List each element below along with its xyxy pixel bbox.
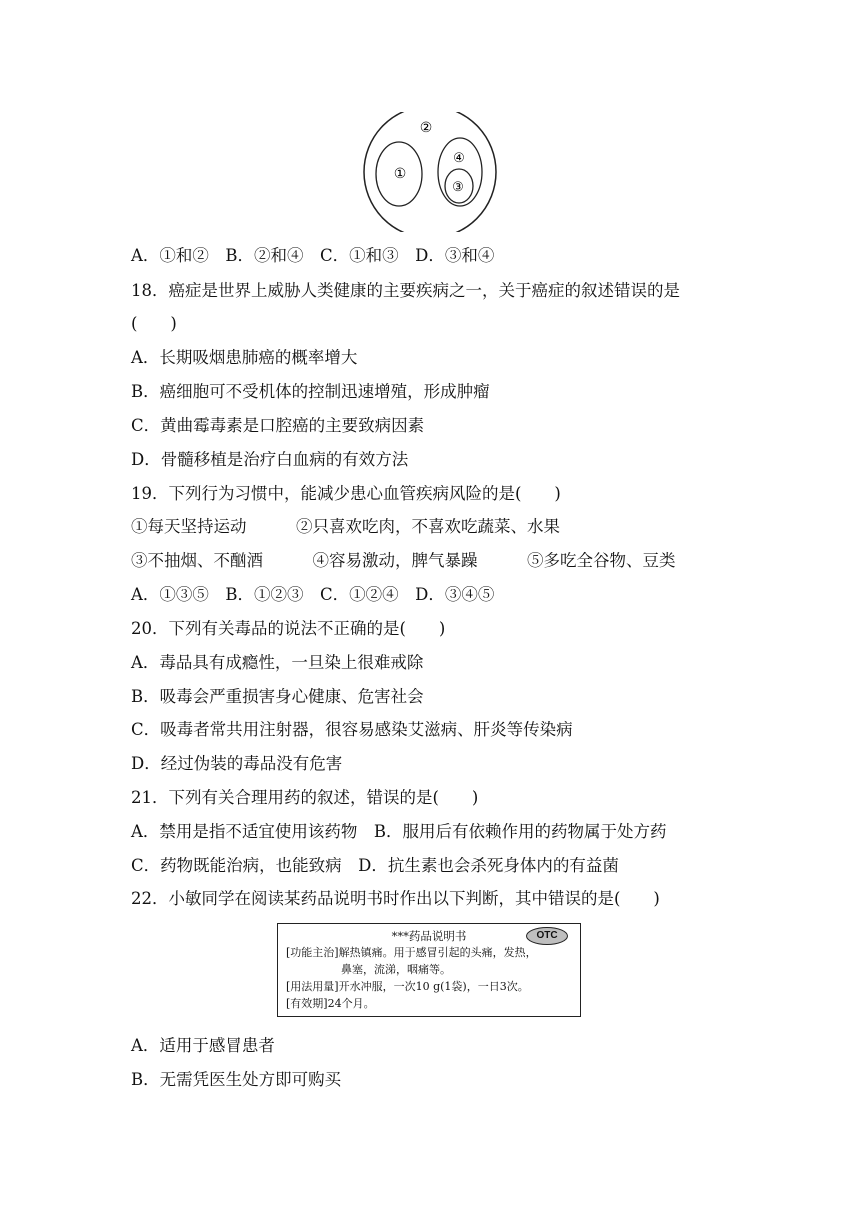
q21-options-line2: C．药物既能治病，也能致病 D．抗生素也会杀死身体内的有益菌 [131,856,619,875]
venn-label-2: ② [419,120,433,136]
q21-options-line1: A．禁用是指不适宜使用该药物 B．服用后有依赖作用的药物属于处方药 [131,822,667,841]
q18-option-b: B．癌细胞可不受机体的控制迅速增殖，形成肿瘤 [131,382,490,401]
q20-option-a: A．毒品具有成瘾性，一旦染上很难戒除 [131,653,424,672]
venn-label-1: ① [393,166,407,182]
medicine-label-title: ***药品说明书 [391,929,467,943]
q18-option-d: D．骨髓移植是治疗白血病的有效方法 [131,450,409,469]
q22-option-a: A．适用于感冒患者 [131,1036,275,1055]
q18-bracket: ( ) [131,314,177,333]
venn-label-3: ③ [452,180,464,195]
q18-stem: 18．癌症是世界上威胁人类健康的主要疾病之一，关于癌症的叙述错误的是 [131,281,680,300]
otc-badge: OTC [526,927,568,945]
venn-label-4: ④ [453,151,465,166]
q19-options: A．①③⑤ B．①②③ C．①②④ D．③④⑤ [131,585,495,604]
q22-option-b: B．无需凭医生处方即可购买 [131,1070,342,1089]
label-line-dosage: [用法用量]开水冲服，一次10 g(1袋)，一日3次。 [286,980,529,993]
q19-stem: 19．下列行为习惯中，能减少患心血管疾病风险的是( ) [131,484,561,503]
medicine-label [277,923,581,1017]
right-ellipse [438,138,482,206]
q18-option-a: A．长期吸烟患肺癌的概率增大 [131,348,358,367]
q20-option-b: B．吸毒会严重损害身心健康、危害社会 [131,687,424,706]
q19-items-line1: ①每天坚持运动 ②只喜欢吃肉，不喜欢吃蔬菜、水果 [131,517,560,536]
label-line-expiry: [有效期]24个月。 [286,997,375,1010]
q22-stem: 22．小敏同学在阅读某药品说明书时作出以下判断，其中错误的是( ) [131,889,660,908]
q19-items-line2: ③不抽烟、不酗酒 ④容易激动，脾气暴躁 ⑤多吃全谷物、豆类 [131,551,676,570]
q18-option-c: C．黄曲霉毒素是口腔癌的主要致病因素 [131,416,425,435]
q21-stem: 21．下列有关合理用药的叙述，错误的是( ) [131,788,479,807]
label-line-function: [功能主治]解热镇痛。用于感冒引起的头痛，发热， [286,946,537,959]
q20-option-d: D．经过伪装的毒品没有危害 [131,754,343,773]
q20-option-c: C．吸毒者常共用注射器，很容易感染艾滋病、肝炎等传染病 [131,720,573,739]
venn-diagram [362,112,498,232]
label-line-function-cont: 鼻塞，流涕，咽痛等。 [286,963,451,976]
q17-options: A．①和② B．②和④ C．①和③ D．③和④ [131,246,495,265]
q20-stem: 20．下列有关毒品的说法不正确的是( ) [131,619,446,638]
